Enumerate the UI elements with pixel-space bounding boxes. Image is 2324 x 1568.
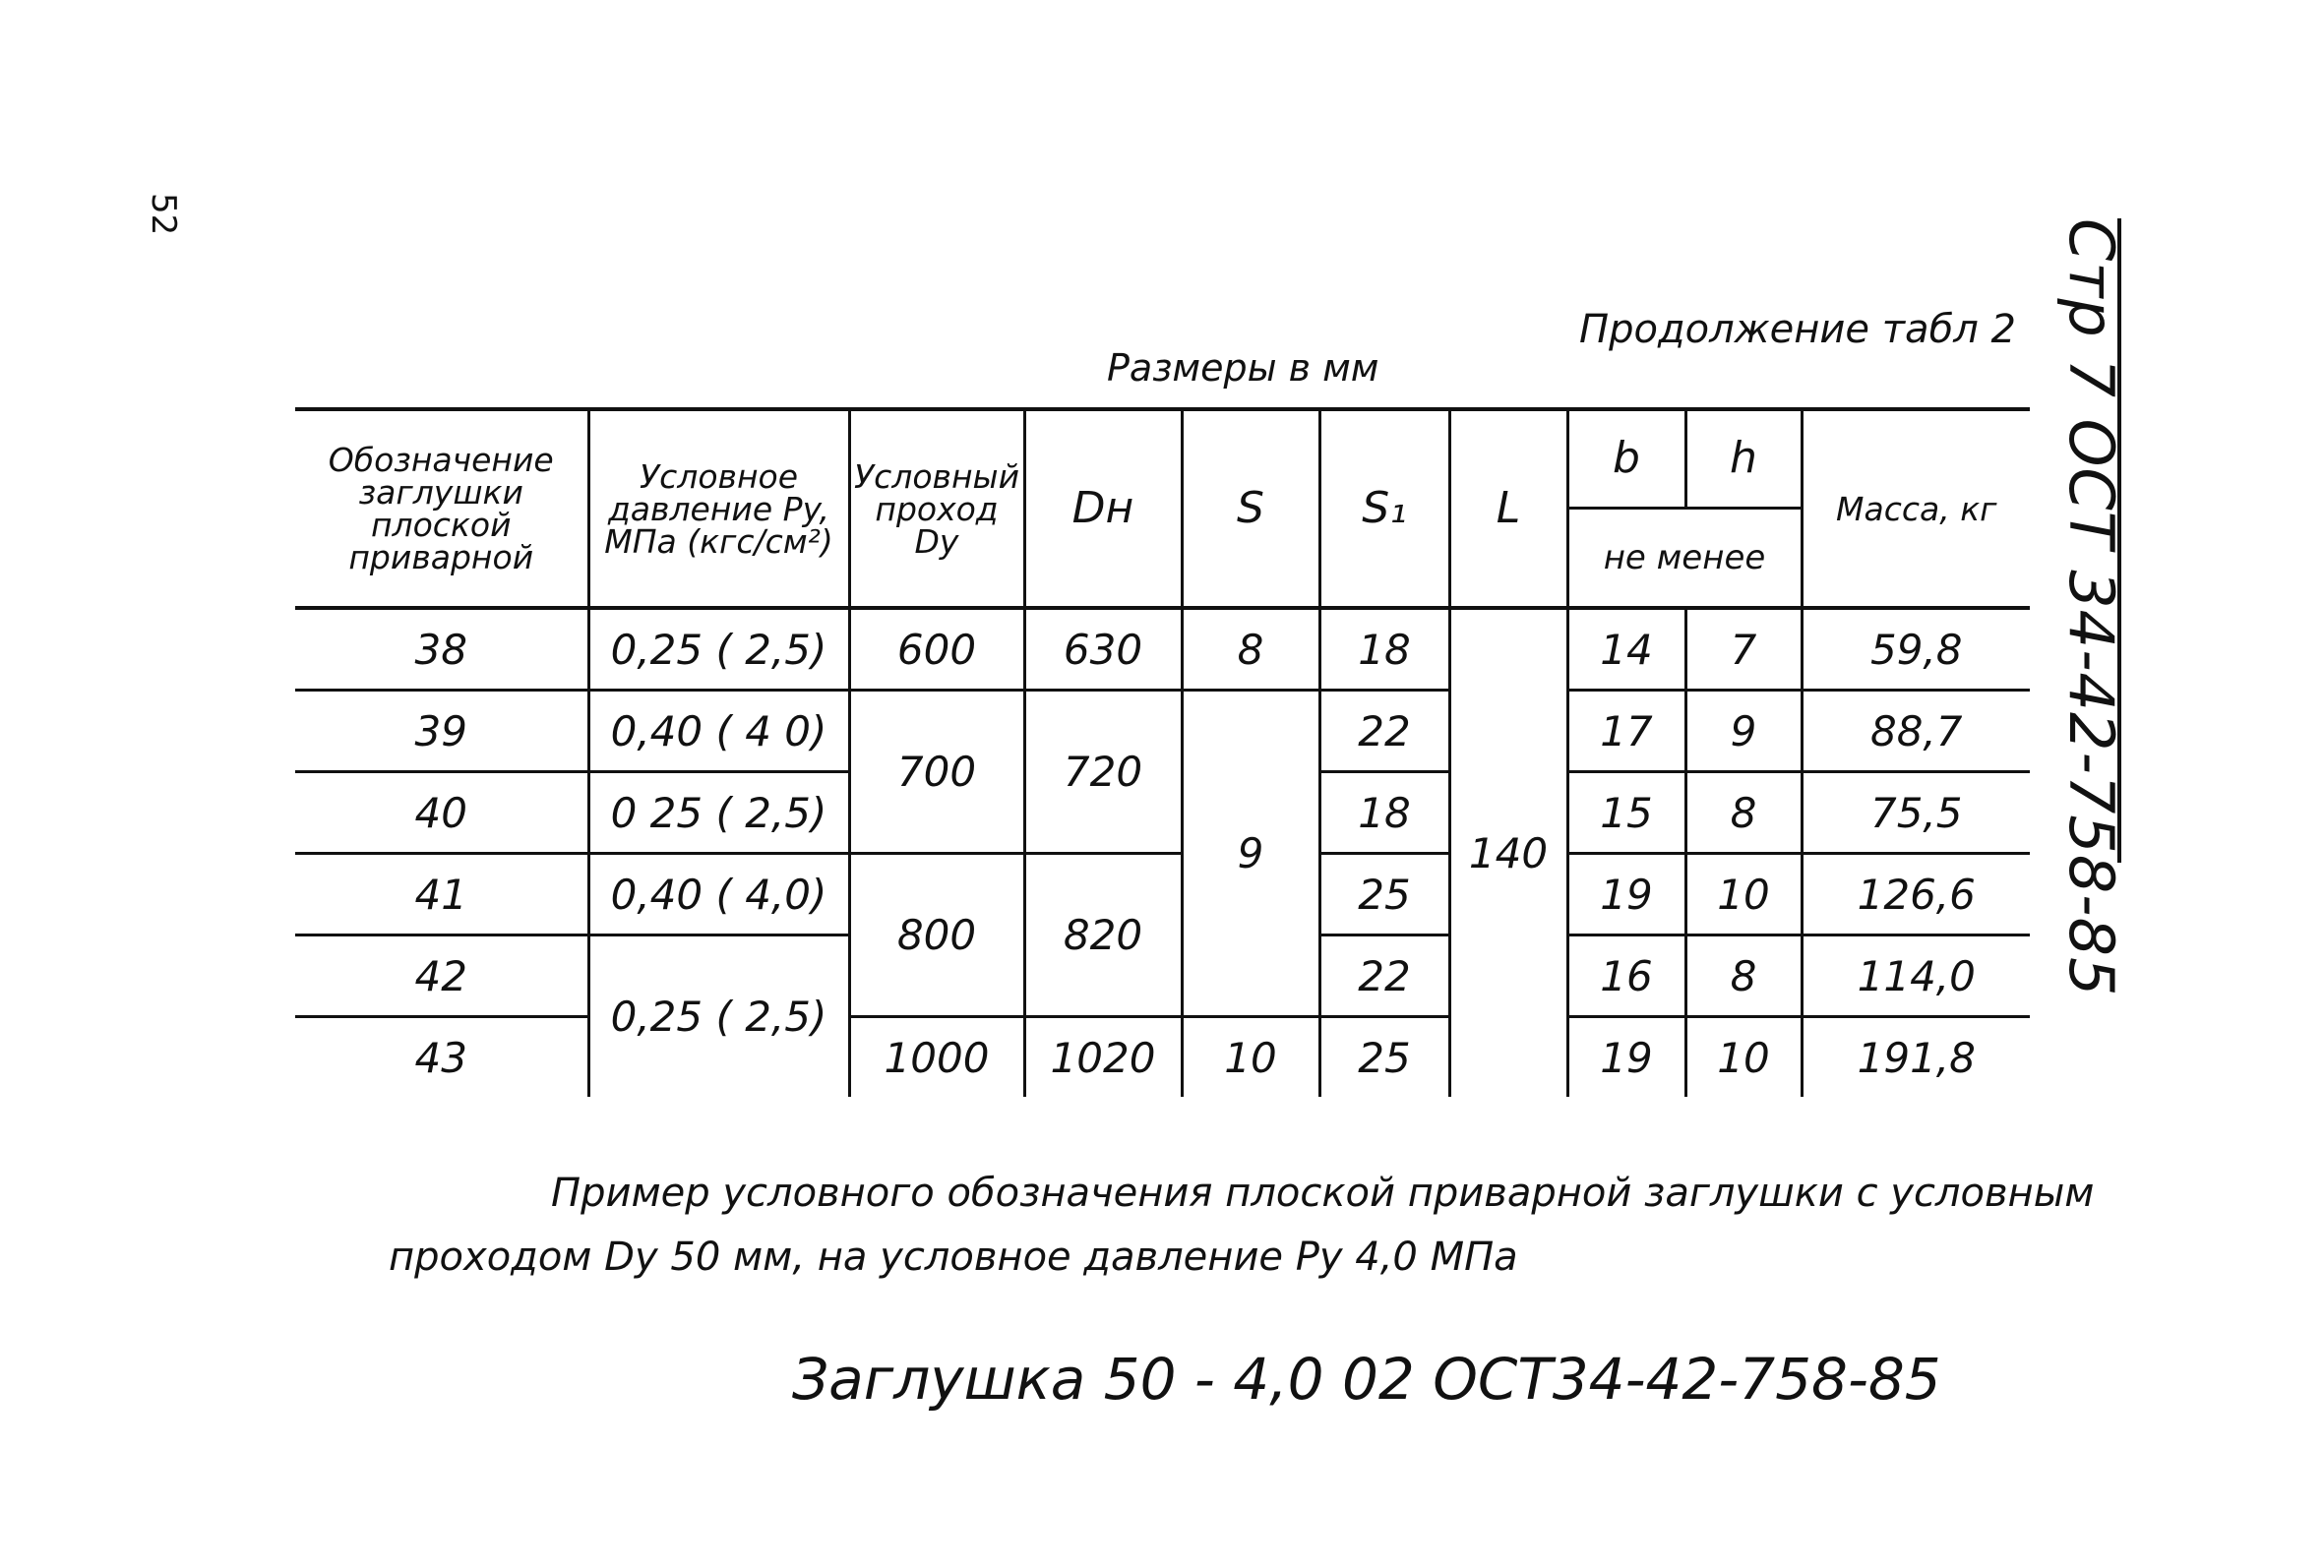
dimensions-table (295, 407, 2030, 1097)
cell-designation: 39 (295, 691, 588, 772)
header-not-less: не менее (1567, 508, 1802, 608)
units-note: Размеры в мм (1107, 346, 1379, 390)
cell-h: 10 (1685, 854, 1802, 935)
document-code-stamp: Стр 7 ОСТ 34-42-758-85 (2055, 218, 2127, 997)
cell-pressure-merged: 0,25 ( 2,5) (588, 935, 849, 1098)
cell-dn-merged: 720 (1024, 691, 1182, 854)
cell-bore: 600 (849, 608, 1024, 691)
cell-pressure: 0,40 ( 4 0) (588, 691, 849, 772)
cell-h: 8 (1685, 935, 1802, 1017)
header-b: b (1567, 409, 1685, 508)
cell-b: 16 (1567, 935, 1685, 1017)
cell-designation: 40 (295, 772, 588, 854)
example-designation: Заглушка 50 - 4,0 02 ОСТ34-42-758-85 (792, 1346, 1941, 1413)
cell-b: 14 (1567, 608, 1685, 691)
cell-h: 10 (1685, 1017, 1802, 1098)
cell-bore-merged: 700 (849, 691, 1024, 854)
cell-dn: 630 (1024, 608, 1182, 691)
cell-designation: 42 (295, 935, 588, 1017)
table-row (295, 691, 2030, 772)
cell-mass: 88,7 (1802, 691, 2030, 772)
cell-h: 9 (1685, 691, 1802, 772)
table-continuation-label: Продолжение табл 2 (1579, 307, 2016, 352)
cell-pressure: 0,25 ( 2,5) (588, 608, 849, 691)
cell-designation: 41 (295, 854, 588, 935)
cell-h: 8 (1685, 772, 1802, 854)
cell-mass: 191,8 (1857, 1033, 1976, 1082)
page-number: 52 (144, 193, 183, 236)
cell-bore-merged: 800 (849, 854, 1024, 1017)
cell-dn-merged: 820 (1024, 854, 1182, 1017)
table-row (295, 854, 2030, 935)
header-l: L (1449, 409, 1567, 608)
example-text-line2: проходом Dy 50 мм, на условное давление Py 4,0 МПа (389, 1235, 1518, 1280)
header-h: h (1685, 409, 1802, 508)
cell-s: 8 (1182, 608, 1319, 691)
cell-s1: 22 (1319, 935, 1449, 1017)
cell-mass: 126,6 (1802, 854, 2030, 935)
cell-h: 7 (1685, 608, 1802, 691)
cell-dn: 1020 (1024, 1017, 1182, 1098)
cell-b: 15 (1567, 772, 1685, 854)
cell-b: 19 (1567, 854, 1685, 935)
cell-s1: 25 (1319, 1017, 1449, 1098)
cell-b: 17 (1567, 691, 1685, 772)
cell-mass: 75,5 (1802, 772, 2030, 854)
cell-designation: 38 (295, 608, 588, 691)
header-s: S (1182, 409, 1319, 608)
cell-pressure: 0 25 ( 2,5) (588, 772, 849, 854)
cell-s1: 18 (1319, 772, 1449, 854)
header-pressure: Условное давление Py, МПа (кгс/см²) (588, 409, 849, 608)
cell-pressure: 0,40 ( 4,0) (588, 854, 849, 935)
header-s1: S₁ (1319, 409, 1449, 608)
cell-mass: 59,8 (1802, 608, 2030, 691)
cell-s-merged: 9 (1182, 691, 1319, 1017)
cell-b: 19 (1567, 1017, 1685, 1098)
header-dn: Dн (1024, 409, 1182, 608)
header-mass: Масса, кг (1802, 409, 2030, 608)
cell-bore: 1000 (849, 1017, 1024, 1098)
header-bore: Условный проход Dy (849, 409, 1024, 608)
header-designation: Обозначение заглушки плоской приварной (295, 409, 588, 608)
table-row (295, 1017, 2030, 1098)
cell-s1: 22 (1319, 691, 1449, 772)
cell-l-merged: 140 (1449, 608, 1567, 1097)
cell-s1: 18 (1319, 608, 1449, 691)
table-row (295, 608, 2030, 691)
cell-designation: 43 (295, 1017, 588, 1098)
cell-s: 10 (1182, 1017, 1319, 1098)
cell-s1: 25 (1319, 854, 1449, 935)
example-text-line1: Пример условного обозначения плоской приварной заглушки с условным (551, 1171, 2095, 1216)
cell-mass: 114,0 (1802, 935, 2030, 1017)
